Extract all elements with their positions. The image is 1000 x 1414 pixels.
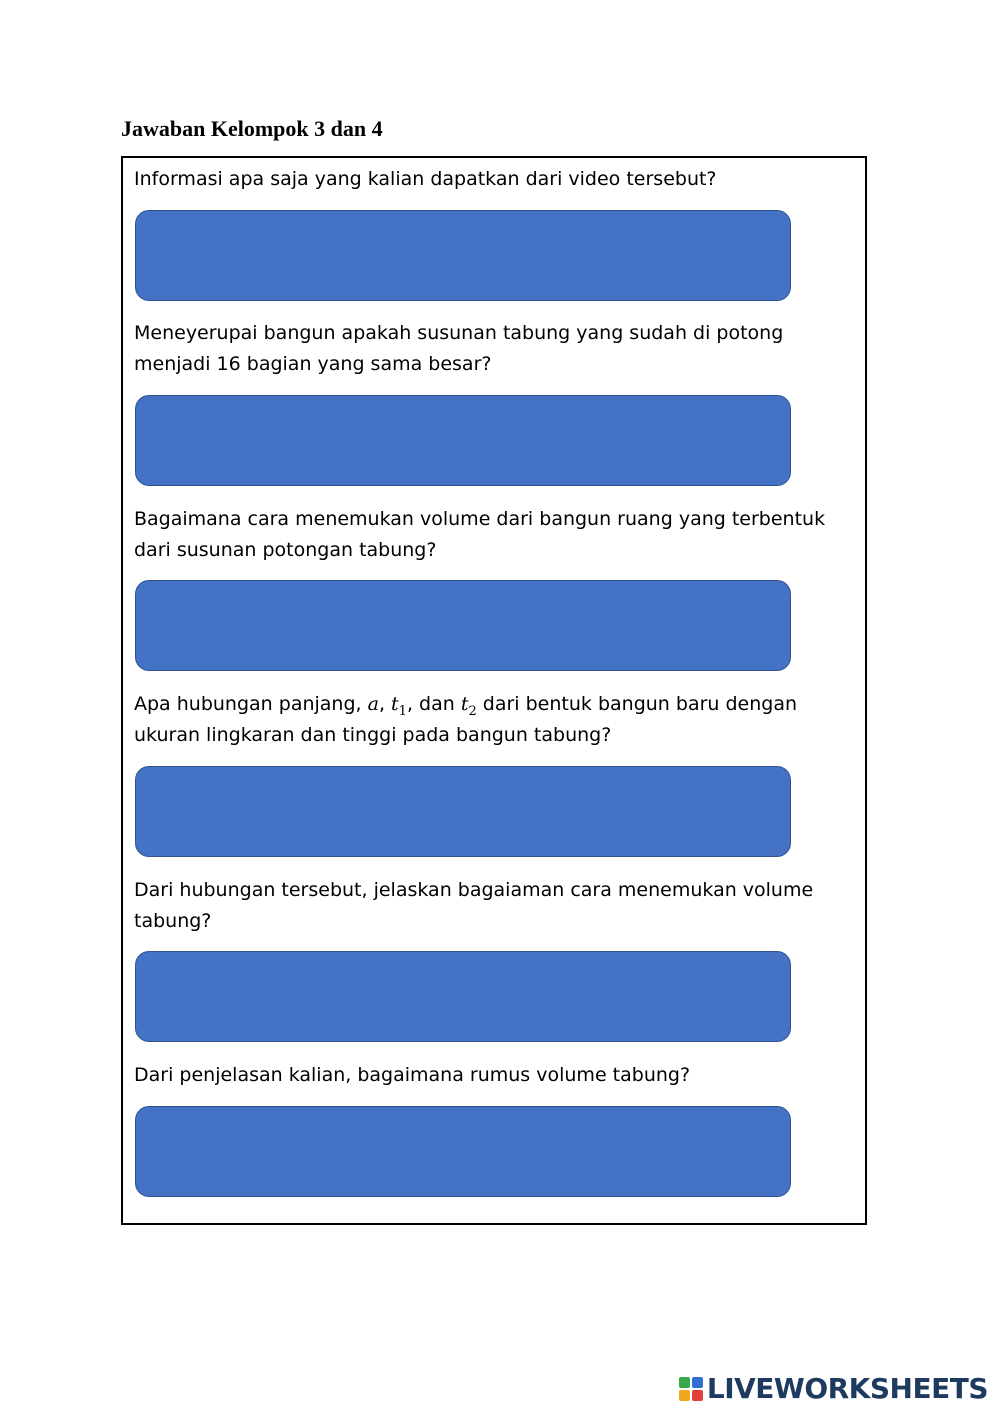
logo-square-blue	[692, 1377, 703, 1388]
question-5-text: Dari hubungan tersebut, jelaskan bagaiaman cara menemukan volume tabung?	[134, 879, 814, 932]
page-title: Jawaban Kelompok 3 dan 4	[121, 116, 383, 141]
variable-t1-subscript: 1	[398, 703, 407, 719]
answer-4-field[interactable]	[135, 766, 791, 857]
question-4-text	[134, 689, 834, 751]
liveworksheets-logo	[679, 1372, 988, 1405]
question-1-text: Informasi apa saja yang kalian dapatkan dari video tersebut?	[134, 168, 717, 190]
question-4-prefix: Apa hubungan panjang,	[134, 693, 368, 715]
variable-t2	[460, 693, 477, 719]
answer-2-field[interactable]	[135, 395, 791, 486]
logo-square-green	[679, 1377, 690, 1388]
question-2-text: Meneyerupai bangun apakah susunan tabung yang sudah di potong menjadi 16 bagian yang sama besar?	[134, 322, 784, 375]
liveworksheets-icon	[679, 1377, 703, 1401]
logo-square-red	[692, 1390, 703, 1401]
variable-t2-subscript: 2	[468, 703, 477, 719]
question-6-text: Dari penjelasan kalian, bagaimana rumus volume tabung?	[134, 1064, 691, 1086]
variable-t1	[391, 693, 407, 719]
variable-a: a	[367, 693, 379, 715]
question-4-suffix: dari bentuk bangun baru dengan ukuran lingkaran dan tinggi pada bangun tabung?	[134, 693, 798, 746]
liveworksheets-wordmark: LIVEWORKSHEETS	[706, 1372, 988, 1405]
answer-1-field[interactable]	[135, 210, 791, 301]
question-4-mid: , dan	[406, 693, 461, 715]
variable-t2-base: t	[460, 693, 469, 715]
answer-3-field[interactable]	[135, 580, 791, 671]
logo-square-yellow	[679, 1390, 690, 1401]
answer-6-field[interactable]	[135, 1106, 791, 1197]
variable-t1-base: t	[391, 693, 399, 715]
question-4-comma: ,	[378, 693, 392, 715]
answer-5-field[interactable]	[135, 951, 791, 1042]
question-3-text: Bagaimana cara menemukan volume dari bangun ruang yang terbentuk dari susunan potongan tabung?	[134, 508, 826, 561]
